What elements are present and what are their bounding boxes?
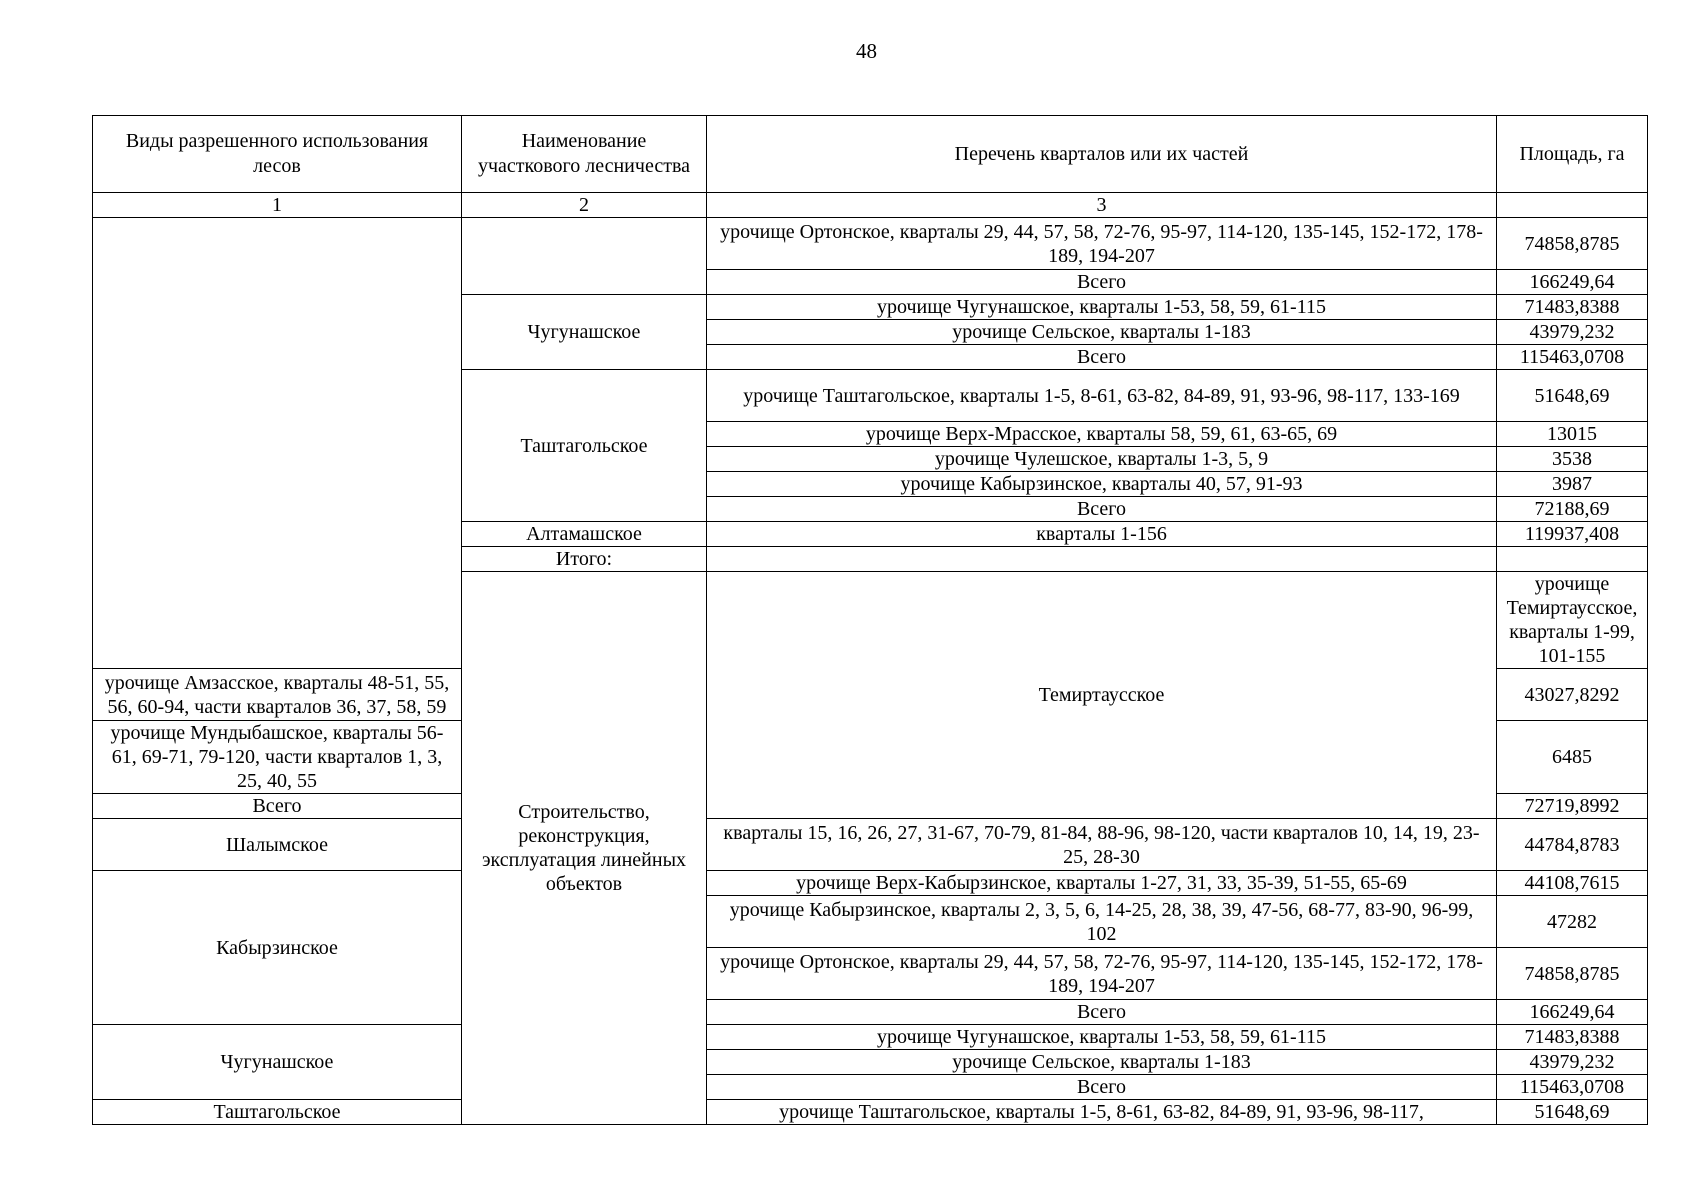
- quarters-cell: урочище Чугунашское, кварталы 1-53, 58, 59, 61-115: [707, 295, 1497, 320]
- subtotal-area: 166249,64: [1497, 1000, 1648, 1025]
- forestry-name-cell: Алтамашское: [462, 522, 707, 547]
- quarters-cell: кварталы 15, 16, 26, 27, 31-67, 70-79, 81-84, 88-96, 98-120, части кварталов 10, 14, 19, 23-25, 28-30: [707, 819, 1497, 871]
- subtotal-area: 115463,0708: [1497, 1075, 1648, 1100]
- area-cell: 71483,8388: [1497, 1025, 1648, 1050]
- column-number: 2: [462, 193, 707, 218]
- column-number-row: [93, 193, 1648, 218]
- forestry-name-cell: Темиртаусское: [707, 572, 1497, 819]
- forestry-name-cell: Шалымское: [93, 819, 462, 871]
- area-cell: 43979,232: [1497, 320, 1648, 345]
- table-row: [93, 871, 1648, 896]
- area-cell: 43979,232: [1497, 1050, 1648, 1075]
- forestry-name-cell: Кабырзинское: [93, 871, 462, 1025]
- quarters-cell: урочище Таштагольское, кварталы 1-5, 8-61, 63-82, 84-89, 91, 93-96, 98-117,: [707, 1100, 1497, 1125]
- subtotal-label: Всего: [707, 270, 1497, 295]
- header-quarters-list: Перечень кварталов или их частей: [707, 116, 1497, 193]
- quarters-cell: урочище Кабырзинское, кварталы 2, 3, 5, 6, 14-25, 28, 38, 39, 47-56, 68-77, 83-90, 96-99, 102: [707, 896, 1497, 948]
- area-cell: 43027,8292: [1497, 669, 1648, 721]
- quarters-cell: урочище Чугунашское, кварталы 1-53, 58, 59, 61-115: [707, 1025, 1497, 1050]
- area-cell: 44108,7615: [1497, 871, 1648, 896]
- area-cell: 13015: [1497, 422, 1648, 447]
- table-row: [93, 1025, 1648, 1050]
- table-row: [93, 819, 1648, 871]
- quarters-cell: кварталы 1-156: [707, 522, 1497, 547]
- subtotal-label: Всего: [707, 345, 1497, 370]
- total-empty-cell: [707, 547, 1497, 572]
- area-cell: 74858,8785: [1497, 218, 1648, 270]
- area-cell: 3987: [1497, 472, 1648, 497]
- area-cell: 74858,8785: [1497, 948, 1648, 1000]
- forestry-name-cell: Таштагольское: [93, 1100, 462, 1125]
- use-type-cell-empty: [93, 218, 462, 669]
- quarters-cell: урочище Амзасское, кварталы 48-51, 55, 56, 60-94, части кварталов 36, 37, 58, 59: [93, 669, 462, 721]
- subtotal-area: 115463,0708: [1497, 345, 1648, 370]
- use-type-cell: Строительство, реконструкция, эксплуатация линейных объектов: [462, 572, 707, 1125]
- quarters-cell: урочище Сельское, кварталы 1-183: [707, 320, 1497, 345]
- forestry-name-cell: Чугунашское: [462, 295, 707, 370]
- forestry-name-cell-empty: [462, 218, 707, 295]
- column-number: 1: [93, 193, 462, 218]
- forestry-name-cell: Таштагольское: [462, 370, 707, 522]
- area-cell: 51648,69: [1497, 1100, 1648, 1125]
- quarters-cell: урочище Таштагольское, кварталы 1-5, 8-61, 63-82, 84-89, 91, 93-96, 98-117, 133-169: [707, 370, 1497, 422]
- area-cell: 71483,8388: [1497, 295, 1648, 320]
- total-empty-cell: [1497, 547, 1648, 572]
- header-use-type: Виды разрешенного использования лесов: [93, 116, 462, 193]
- area-cell: 44784,8783: [1497, 819, 1648, 871]
- subtotal-label: Всего: [707, 497, 1497, 522]
- column-number: [1497, 193, 1648, 218]
- table-row: [93, 1100, 1648, 1125]
- table-row: [93, 218, 1648, 270]
- total-label: Итого:: [462, 547, 707, 572]
- page-number: 48: [856, 39, 877, 63]
- quarters-cell: урочище Ортонское, кварталы 29, 44, 57, 58, 72-76, 95-97, 114-120, 135-145, 152-172, 178-189, 194-207: [707, 948, 1497, 1000]
- forest-use-table: [92, 115, 1648, 1125]
- area-cell: 6485: [1497, 721, 1648, 794]
- area-cell: 47282: [1497, 896, 1648, 948]
- area-cell: 3538: [1497, 447, 1648, 472]
- subtotal-area: 72719,8992: [1497, 794, 1648, 819]
- forestry-name-cell: Чугунашское: [93, 1025, 462, 1100]
- area-cell: 119937,408: [1497, 522, 1648, 547]
- header-forestry-name: Наименование участкового лесничества: [462, 116, 707, 193]
- quarters-cell: урочище Верх-Мрасское, кварталы 58, 59, 61, 63-65, 69: [707, 422, 1497, 447]
- subtotal-label: Всего: [93, 794, 462, 819]
- quarters-cell: урочище Мундыбашское, кварталы 56-61, 69-71, 79-120, части кварталов 1, 3, 25, 40, 55: [93, 721, 462, 794]
- quarters-cell: урочище Чулешское, кварталы 1-3, 5, 9: [707, 447, 1497, 472]
- quarters-cell: урочище Сельское, кварталы 1-183: [707, 1050, 1497, 1075]
- quarters-cell: урочище Верх-Кабырзинское, кварталы 1-27, 31, 33, 35-39, 51-55, 65-69: [707, 871, 1497, 896]
- quarters-cell: урочище Темиртаусское, кварталы 1-99, 101-155: [1497, 572, 1648, 669]
- area-cell: 51648,69: [1497, 370, 1648, 422]
- column-number: 3: [707, 193, 1497, 218]
- subtotal-label: Всего: [707, 1000, 1497, 1025]
- table-header-row: [93, 116, 1648, 193]
- subtotal-area: 72188,69: [1497, 497, 1648, 522]
- subtotal-area: 166249,64: [1497, 270, 1648, 295]
- subtotal-label: Всего: [707, 1075, 1497, 1100]
- header-area: Площадь, га: [1497, 116, 1648, 193]
- quarters-cell: урочище Кабырзинское, кварталы 40, 57, 91-93: [707, 472, 1497, 497]
- quarters-cell: урочище Ортонское, кварталы 29, 44, 57, 58, 72-76, 95-97, 114-120, 135-145, 152-172, 178-189, 194-207: [707, 218, 1497, 270]
